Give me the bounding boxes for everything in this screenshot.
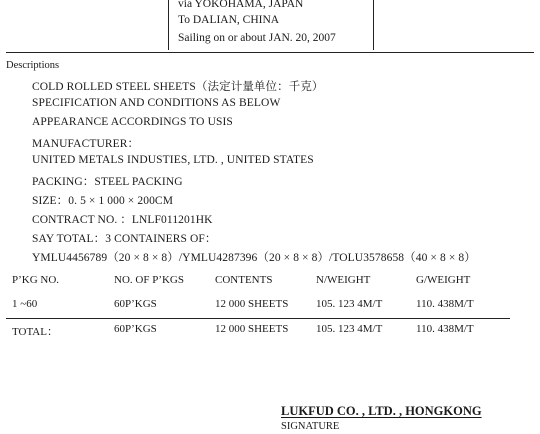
header-package-no: P’KG NO. (12, 274, 60, 286)
shipping-sailing-date: Sailing on or about JAN. 20, 2007 (178, 32, 336, 44)
cell-no-of-packages: 60P’KGS (114, 298, 157, 310)
description-line: CONTRACT NO. ：LNLF011201HK (32, 214, 213, 226)
header-no-of-packages: NO. OF P’KGS (114, 274, 184, 286)
total-net-weight: 105. 123 4M/T (316, 323, 383, 335)
cell-package-no: 1 ~60 (12, 298, 38, 310)
container-numbers-line: YMLU4456789（20 × 8 × 8）/YMLU4287396（20 × 8 × 8）/TOLU3578658（40 × 8 × 8） (32, 252, 476, 264)
total-no-of-packages: 60P’KGS (114, 323, 157, 335)
description-line: UNITED METALS INDUSTIES, LTD. , UNITED STATES (32, 154, 314, 166)
header-gross-weight: G/WEIGHT (416, 274, 471, 286)
signature-company: LUKFUD CO. , LTD. , HONGKONG (281, 404, 482, 418)
section-divider (6, 52, 534, 53)
description-line: PACKING：STEEL PACKING (32, 176, 183, 188)
header-contents: CONTENTS (215, 274, 273, 286)
shipping-route-box (168, 0, 374, 50)
cell-gross-weight: 110. 438M/T (416, 298, 474, 310)
table-total-divider (6, 318, 510, 319)
shipping-via: via YOKOHAMA, JAPAN (178, 0, 304, 10)
descriptions-label: Descriptions (6, 60, 60, 71)
total-contents: 12 000 SHEETS (215, 323, 289, 335)
header-net-weight: N/WEIGHT (316, 274, 371, 286)
description-line: SAY TOTAL：3 CONTAINERS OF： (32, 233, 217, 245)
cell-net-weight: 105. 123 4M/T (316, 298, 383, 310)
description-line: SIZE：0. 5 × 1 000 × 200CM (32, 195, 174, 207)
signature-label: SIGNATURE (281, 421, 340, 432)
description-line: MANUFACTURER： (32, 138, 140, 150)
total-label: TOTAL： (12, 326, 58, 338)
description-line: SPECIFICATION AND CONDITIONS AS BELOW (32, 97, 281, 109)
cell-contents: 12 000 SHEETS (215, 298, 289, 310)
description-line: COLD ROLLED STEEL SHEETS（法定计量单位：千克） (32, 81, 324, 93)
total-gross-weight: 110. 438M/T (416, 323, 474, 335)
description-line: APPEARANCE ACCORDINGS TO USIS (32, 116, 233, 128)
shipping-destination: To DALIAN, CHINA (178, 14, 280, 26)
